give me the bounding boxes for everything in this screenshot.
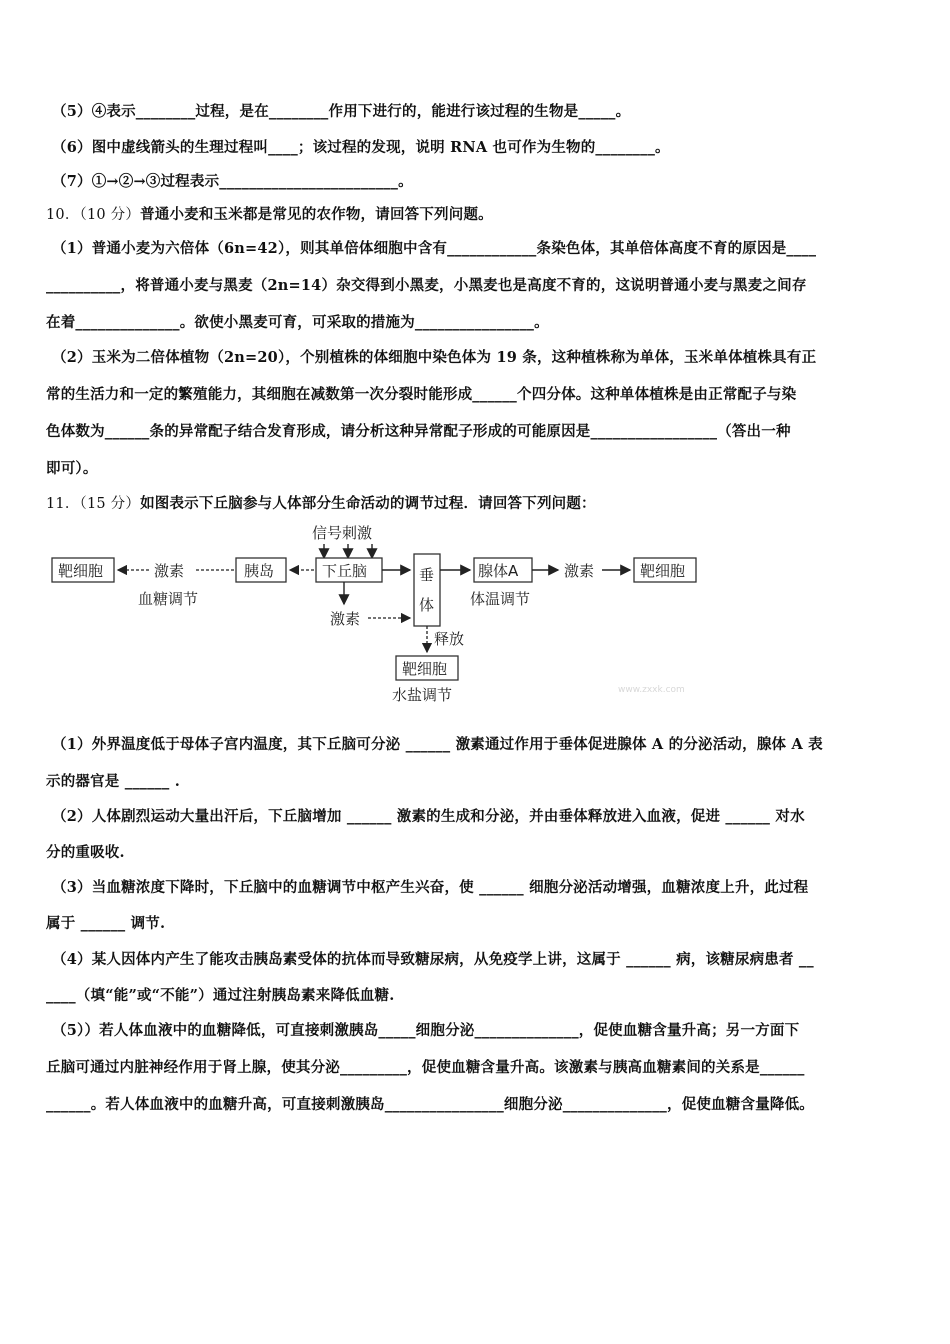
q11-number: 11．（15 分） [46, 496, 141, 512]
q11-part3-line1: （3）当血糖浓度下降时，下丘脑中的血糖调节中枢产生兴奋，使 ______ 细胞分泌活动增强，血糖浓度上升，此过程 [52, 879, 809, 896]
q10-part2-line2: 常的生活力和一定的繁殖能力，其细胞在减数第一次分裂时能形成______个四分体。这种单体植株是由正常配子与染 [46, 386, 797, 403]
q11-heading [46, 494, 906, 514]
q11-part3-line2: 属于 ______ 调节. [46, 915, 166, 932]
target-cell-right-label: 靶细胞 [640, 562, 686, 580]
q9-part7: （7）①→②→③过程表示________________________。 [52, 173, 413, 190]
hypothalamus-label: 下丘脑 [322, 562, 368, 580]
q11-part2-line1: （2）人体剧烈运动大量出汗后，下丘脑增加 ______ 激素的生成和分泌，并由垂体释放进入血液，促进 ______ 对水 [52, 808, 805, 825]
release-label: 释放 [434, 630, 465, 648]
q10-part1-line1: （1）普通小麦为六倍体（6n=42），则其单倍体细胞中含有____________条染色体，其单倍体高度不育的原因是____ [52, 240, 817, 257]
q9-part6: （6）图中虚线箭头的生理过程叫____；该过程的发现，说明 RNA 也可作为生物的________。 [52, 139, 670, 156]
q10-part1-line3: 在着______________。欲使小黑麦可育，可采取的措施为________________。 [46, 314, 549, 331]
q10-part2-line4: 即可）。 [46, 460, 98, 477]
hypothalamus-diagram [46, 520, 706, 710]
q11-part5-line3: ______。若人体血液中的血糖升高，可直接刺激胰岛________________细胞分泌______________，促使血糖含量降低。 [46, 1096, 814, 1113]
q10-stem: 普通小麦和玉米都是常见的农作物，请回答下列问题。 [140, 206, 493, 223]
blood-sugar-label: 血糖调节 [138, 590, 199, 608]
signal-label: 信号刺激 [312, 524, 373, 542]
temperature-label: 体温调节 [470, 590, 531, 608]
q11-part4-line2: ____（填“能”或“不能”）通过注射胰岛素来降低血糖. [46, 987, 395, 1004]
q11-part5-line1: （5））若人体血液中的血糖降低，可直接刺激胰岛_____细胞分泌______________，促使血糖含量升高；另一方面下 [52, 1022, 800, 1039]
q10-number: 10．（10 分） [46, 207, 141, 223]
q11-part4-line1: （4）某人因体内产生了能攻击胰岛素受体的抗体而导致糖尿病，从免疫学上讲，这属于 ______ 病，该糖尿病患者 __ [52, 951, 814, 968]
q10-part1-line2: __________，将普通小麦与黑麦（2n=14）杂交得到小黑麦，小黑麦也是高度不育的，这说明普通小麦与黑麦之间存 [46, 277, 807, 294]
q11-stem: 如图表示下丘脑参与人体部分生命活动的调节过程．请回答下列问题： [140, 495, 596, 512]
q10-part2-line1: （2）玉米为二倍体植物（2n=20），个别植株的体细胞中染色体为 19 条，这种植株称为单体，玉米单体植株具有正 [52, 349, 817, 366]
gland-a-label: 腺体A [478, 562, 519, 580]
q11-part5-line2: 丘脑可通过内脏神经作用于肾上腺，使其分泌_________，促使血糖含量升高。该激素与胰高血糖素间的关系是______ [46, 1059, 805, 1076]
q10-part2-line3: 色体数为______条的异常配子结合发育形成，请分析这种异常配子形成的可能原因是_________________（答出一种 [46, 423, 791, 440]
q11-part1-line1: （1）外界温度低于母体子宫内温度，其下丘脑可分泌 ______ 激素通过作用于垂体促进腺体 A 的分泌活动，腺体 A 表 [52, 736, 823, 753]
pituitary-label-2: 体 [419, 596, 435, 614]
q11-part1-line2: 示的器官是 ______ . [46, 773, 180, 790]
diagram-svg [46, 520, 706, 710]
target-cell-bottom-label: 靶细胞 [402, 660, 448, 678]
hormone-mid-label: 激素 [330, 610, 361, 628]
watermark: www.zxxk.com [618, 685, 685, 695]
water-salt-label: 水盐调节 [392, 686, 453, 704]
islet-label: 胰岛 [244, 562, 275, 580]
q9-part5: （5）④表示________过程，是在________作用下进行的，能进行该过程的生物是_____。 [52, 103, 631, 120]
q11-part2-line2: 分的重吸收. [46, 844, 125, 861]
hormone-right-label: 激素 [564, 562, 595, 580]
q10-heading [46, 205, 906, 225]
hormone-left-label: 激素 [154, 562, 185, 580]
pituitary-label-1: 垂 [419, 566, 435, 584]
target-cell-left-label: 靶细胞 [58, 562, 104, 580]
pituitary-box [414, 554, 440, 626]
